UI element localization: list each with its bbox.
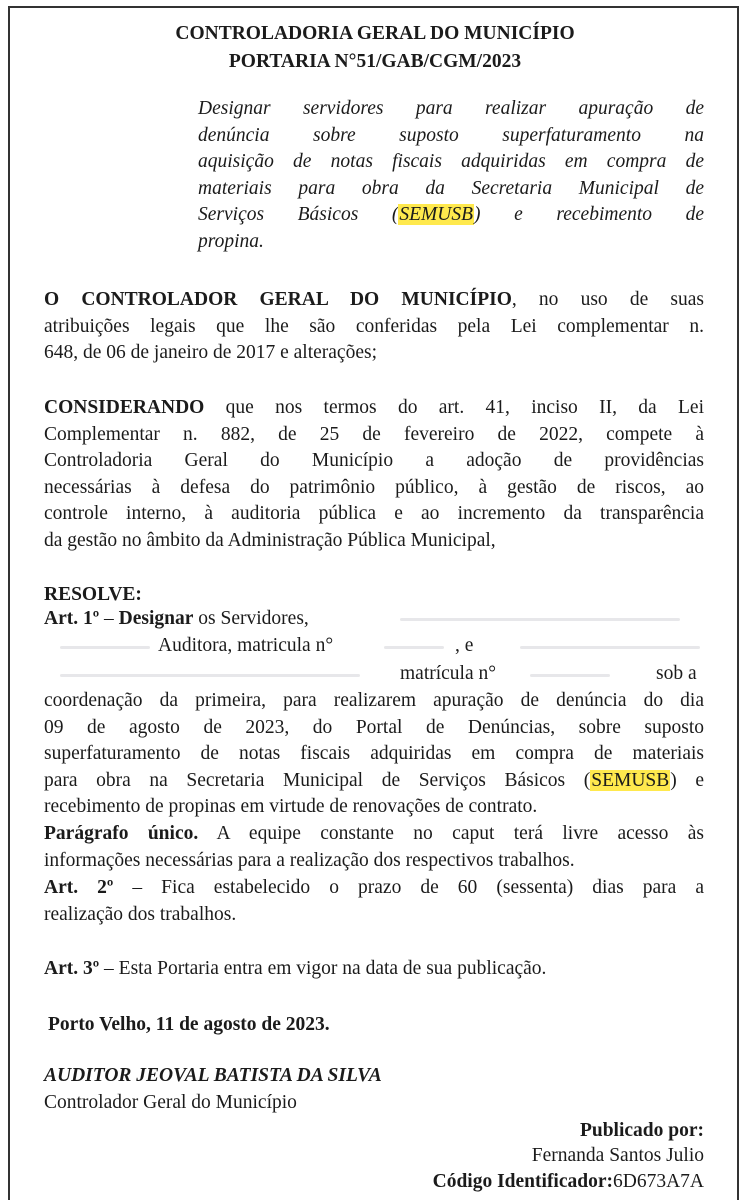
- publisher-name: Fernanda Santos Julio: [531, 1145, 704, 1166]
- signatory-role: Controlador Geral do Município: [44, 1092, 297, 1113]
- resolve-heading: RESOLVE:: [44, 584, 142, 605]
- redacted-number: [530, 674, 610, 677]
- redacted-name: [60, 646, 150, 649]
- semusb-highlight: SEMUSB: [399, 204, 474, 225]
- document-title: CONTROLADORIA GERAL DO MUNICÍPIO: [175, 23, 575, 44]
- published-by-label: Publicado por:: [579, 1120, 704, 1141]
- semusb-highlight: SEMUSB: [591, 769, 670, 791]
- redacted-name: [520, 646, 700, 649]
- portaria-number: PORTARIA N°51/GAB/CGM/2023: [228, 51, 522, 72]
- art-3: Art. 3º – Esta Portaria entra em vigor na data de sua publicação.: [44, 958, 547, 979]
- signatory-name: AUDITOR JEOVAL BATISTA DA SILVA: [44, 1065, 382, 1086]
- redacted-name: [400, 618, 680, 621]
- local-data: Porto Velho, 11 de agosto de 2023.: [48, 1014, 330, 1035]
- redacted-name: [60, 674, 360, 677]
- redacted-number: [384, 646, 444, 649]
- identifier-code: Código Identificador:6D673A7A: [432, 1171, 704, 1192]
